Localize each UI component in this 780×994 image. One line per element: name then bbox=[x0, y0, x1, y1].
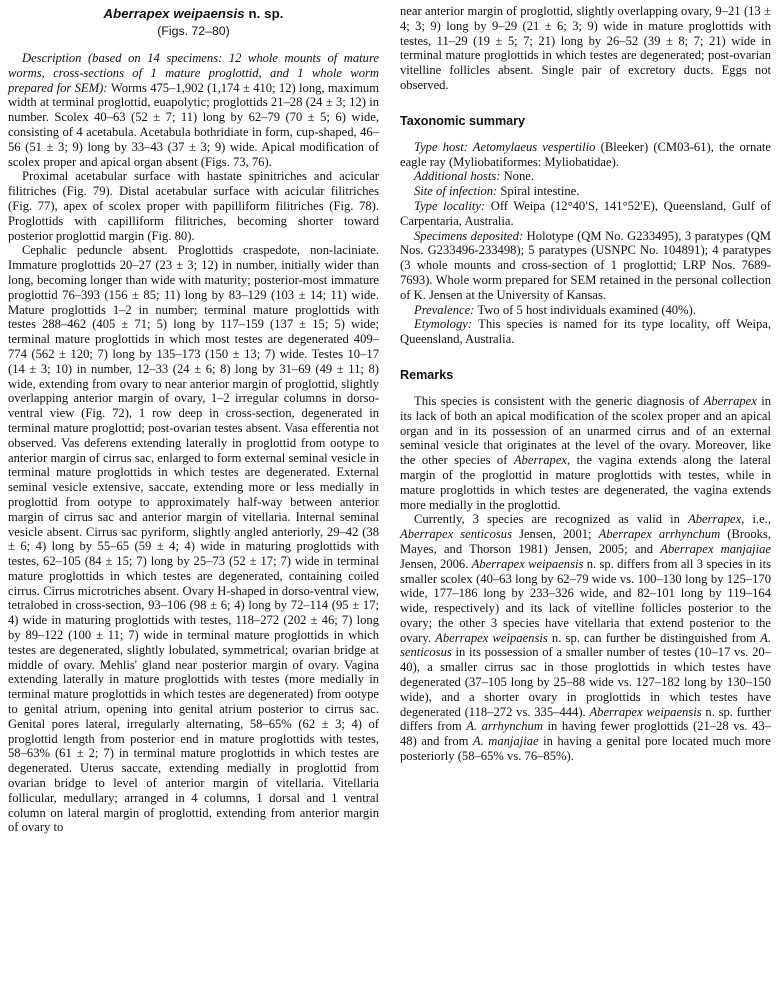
text-run: n. sp. can further be distinguished from bbox=[547, 630, 761, 645]
text-run: (Brooks, Mayes, and Thorson 1981) Jensen, 2005; and bbox=[400, 527, 771, 556]
text-run: Aberrapex weipaensis bbox=[435, 630, 548, 645]
paragraph bbox=[400, 317, 771, 347]
description-text bbox=[8, 51, 379, 835]
text-run: Two of 5 host individuals examined (40%). bbox=[477, 302, 696, 317]
figs-reference: (Figs. 72–80) bbox=[157, 24, 230, 38]
left-column bbox=[8, 4, 379, 835]
paragraph bbox=[400, 394, 771, 512]
paragraph bbox=[400, 229, 771, 303]
text-run: None. bbox=[503, 169, 534, 184]
taxonomic-summary-heading: Taxonomic summary bbox=[400, 113, 526, 128]
paragraph bbox=[400, 4, 771, 93]
species-name: Aberrapex weipaensis bbox=[103, 6, 245, 21]
text-run: in having a genital pore located much more posteriorly (58–65% vs. 76–85%). bbox=[400, 734, 771, 764]
text-run: A. manjajiae bbox=[472, 734, 539, 749]
text-run: in its lack of both an apical modification of the scolex proper and an apical organ and in its possession of an unarmed cirrus and of an external seminal vesicle that originates at the level of the ovary. Moreover, like the other species of bbox=[400, 393, 772, 468]
text-run: A. senticosus bbox=[400, 630, 771, 660]
text-run: , i.e., bbox=[741, 512, 771, 527]
text-run: Proximal acetabular surface with hastate spinitriches and acicular filitriches (Fig. 79). Distal acetabular surface with acicular filitriches (Fig. 77), apex of scolex proper with papilliform filitriches (Fig. 78). Proglottids with capilliform filitriches, becoming shorter toward posterior proglottid margin (Fig. 80). bbox=[8, 169, 379, 243]
text-run: Off Weipa (12°40′S, 141°52′E), Queensland, Gulf of Carpentaria, Australia. bbox=[400, 198, 771, 228]
text-run: Type host: Aetomylaeus vespertilio bbox=[414, 139, 601, 154]
text-run: Cephalic peduncle absent. Proglottids craspedote, non-laciniate. Immature proglottids 20–27 (23 ± 3; 12) in number, initially wider than long, becoming longer than wide with maturity; posterior-most immature proglottid 76–393 (156 ± 85; 11) long by 83–129 (103 ± 14; 11) wide. Mature proglottids 1–2 in number; terminal mature proglottids with testes 288–462 (405 ± 71; 5) long by 117–159 (137 ± 15; 5) wide; terminal mature proglottids in which most testes are degenerated 409–774 (562 ± 120; 7) long by 135–173 (150 ± 13; 7) wide. Testes 10–17 (14 ± 3; 10) in number, 12–33 (24 ± 6; 8) long by 31–69 (49 ± 11; 8) wide, extending from ovary to near anterior margin of proglottid, slightly overlapping anterior margin of ovary, 1–2 irregular columns in dorso-ventral view (Fig. 72), 1 row deep in cross-section, degenerated in terminal mature proglottid; post-ovarian testes absent. Vasa efferentia not observed. Vas deferens extending laterally in proglottid from ootype to anterior margin of cirrus sac, enlarged to form external seminal vesicle in terminal mature proglottids in which testes are degenerated. External seminal vesicle extensive, saccate, extending more or less medially in proglottid from ootype to approximately half-way between anterior margin of cirrus sac and anterior margin of vitellaria. Internal seminal vesicle absent. Cirrus sac pyriform, slightly angled anteriorly, 29–42 (38 ± 6; 4) long by 55–65 (59 ± 4; 4) wide in maturing proglottids with testes, 62–105 (84 ± 15; 7) long by 25–73 (52 ± 17; 7) wide in terminal mature proglottids in which testes are degenerated, containing coiled cirrus. Cirrus microtriches absent. Ovary H-shaped in dorso-ventral view, tetralobed in cross-section, 93–106 (98 ± 6; 4) long by 72–114 (95 ± 17; 4) wide in maturing proglottids with testes, 118–272 (202 ± 46; 7) long by 89–122 (100 ± 11; 7) wide in terminal mature proglottids in which testes are degenerated, slightly lobulated, symmetrical; ovarian bridge at middle of ovary. Mehlis' gland near posterior margin of ovary. Vagina extending laterally in mature proglottids with testes (more medially in terminal mature proglottids in which testes are degenerated) from ootype to genital atrium, opening into genital atrium posterior to cirrus sac. Genital pores lateral, irregularly alternating, 58–65% (62 ± 3; 4) of proglottid length from posterior end in mature proglottids with testes, 58–63% (61 ± 2; 7) in terminal mature proglottids in which testes are degenerated. Uterus saccate, extending medially in proglottid from ovarian bridge to level of anterior margin of vitellaria. Vitellaria follicular, medullary; arranged in 4 columns, 1 dorsal and 1 ventral column on lateral margin of proglottid, extending from anterior margin of ovary to bbox=[8, 243, 379, 835]
text-run: Holotype (QM No. G233495), 3 paratypes (QM Nos. G233496-233498); 5 paratypes (USNPC No. 104891); 4 paratypes (3 whole mounts and cross-section of 1 proglottid; LRP Nos. 7689-7693). Whole worm prepared for SEM retained in the personal collection of K. Jensen at the University of Kansas. bbox=[400, 228, 771, 302]
text-run: Currently, 3 species are recognized as valid in bbox=[414, 512, 689, 527]
text-run: Worms 475–1,902 (1,174 ± 410; 12) long, maximum width at terminal proglottid, euapolytic; proglottids 21–28 (24 ± 3; 12) in number. Scolex 40–63 (52 ± 7; 11) long by 62–79 (70 ± 5; 6) wide, consisting of 4 acetabula. Acetabula bothridiate in form, cup-shaped, 46–56 (51 ± 3; 9) long by 33–43 (37 ± 3; 9) wide. Apical modification of scolex proper and apical organ absent (Figs. 73, 76). bbox=[8, 80, 379, 169]
text-run: Additional hosts: bbox=[414, 169, 504, 184]
text-run: near anterior margin of proglottid, slightly overlapping ovary, 9–21 (13 ± 4; 3; 9) long by 9–29 (21 ± 6; 3; 9) wide in mature proglottids with testes, 11–29 (19 ± 5; 7; 21) long by 26–52 (39 ± 8; 7; 21) wide in terminal mature proglottids in which testes are degenerated; post-ovarian vitelline follicles absent. Single pair of excretory ducts. Eggs not observed. bbox=[400, 4, 771, 92]
paragraph bbox=[8, 169, 379, 243]
description-continuation bbox=[400, 4, 771, 93]
paragraph bbox=[400, 512, 771, 764]
remarks-heading: Remarks bbox=[400, 367, 454, 382]
text-run: Type locality: bbox=[414, 198, 491, 213]
text-run: Site of infection: bbox=[414, 184, 501, 199]
text-run: n. sp. differs from all 3 species in its smaller scolex (40–63 long by 62–79 wide vs. 100–130 long by 125–170 wide, 177–186 long by 233–326 wide, and 82–101 long by 119–164 wide, respectively) and its lack of vitelline follicles posterior to the ovary; the other 3 species have vitellaria that extend posterior to the ovary. bbox=[400, 556, 771, 645]
text-run: in having fewer proglottids (21–28 vs. 43–48) and from bbox=[400, 719, 772, 749]
paragraph bbox=[400, 169, 771, 184]
species-new-species-suffix: n. sp. bbox=[244, 6, 284, 21]
species-title bbox=[8, 6, 379, 21]
text-run: Prevalence: bbox=[414, 302, 478, 317]
taxonomic-summary-text bbox=[400, 140, 771, 347]
text-run: Jensen, 2006. bbox=[400, 556, 472, 571]
text-run: Aberrapex bbox=[703, 393, 757, 408]
text-run: A. arrhynchum bbox=[466, 719, 543, 734]
text-run: Description (based on 14 specimens: 12 whole mounts of mature worms, cross-sections of 1 mature proglottid, and 1 whole worm prepared for SEM): bbox=[8, 51, 379, 95]
text-run: Aberrapex bbox=[688, 512, 742, 527]
right-column bbox=[400, 4, 771, 835]
text-run: Aberrapex arrhynchum bbox=[598, 527, 721, 542]
text-run: Aberrapex weipaensis bbox=[589, 704, 702, 719]
paragraph bbox=[8, 51, 379, 169]
text-run: Aberrapex manjajiae bbox=[660, 541, 772, 556]
species-heading bbox=[8, 6, 379, 38]
text-run: n. sp. further differs from bbox=[400, 704, 771, 734]
paragraph bbox=[400, 140, 771, 170]
text-run: Jensen, 2001; bbox=[512, 527, 599, 542]
text-run: Etymology: bbox=[414, 317, 479, 332]
text-run: Spiral intestine. bbox=[500, 184, 580, 199]
text-run: Aberrapex bbox=[513, 453, 568, 468]
text-run: (Bleeker) (CM03-61), the ornate eagle ray (Myliobatiformes: Myliobatidae). bbox=[400, 139, 771, 169]
paragraph bbox=[400, 303, 771, 318]
remarks-text bbox=[400, 394, 771, 764]
paragraph bbox=[8, 243, 379, 835]
text-run: Specimens deposited: bbox=[414, 228, 527, 243]
text-run: Aberrapex senticosus bbox=[400, 527, 512, 542]
text-run: , the vagina extends along the lateral margin of the proglottid in mature proglottids with testes, while in mature proglottids in which testes are degenerated, the vagina extends more medially in the proglottid. bbox=[400, 453, 772, 512]
text-run: Aberrapex weipaensis bbox=[471, 556, 584, 571]
paragraph bbox=[400, 184, 771, 199]
text-run: This species is consistent with the generic diagnosis of bbox=[414, 393, 704, 408]
text-run: This species is named for its type locality, off Weipa, Queensland, Australia. bbox=[400, 317, 771, 347]
paragraph bbox=[400, 199, 771, 229]
text-run: in its possession of a smaller number of testes (10–17 vs. 20–40), a smaller cirrus sac in those proglottids in which testes have degenerated (37–105 long by 25–88 wide vs. 127–182 long by 130–150 wide), and a shorter ovary in proglottids in which testes have degenerated (118–272 vs. 335–444). bbox=[400, 645, 771, 719]
